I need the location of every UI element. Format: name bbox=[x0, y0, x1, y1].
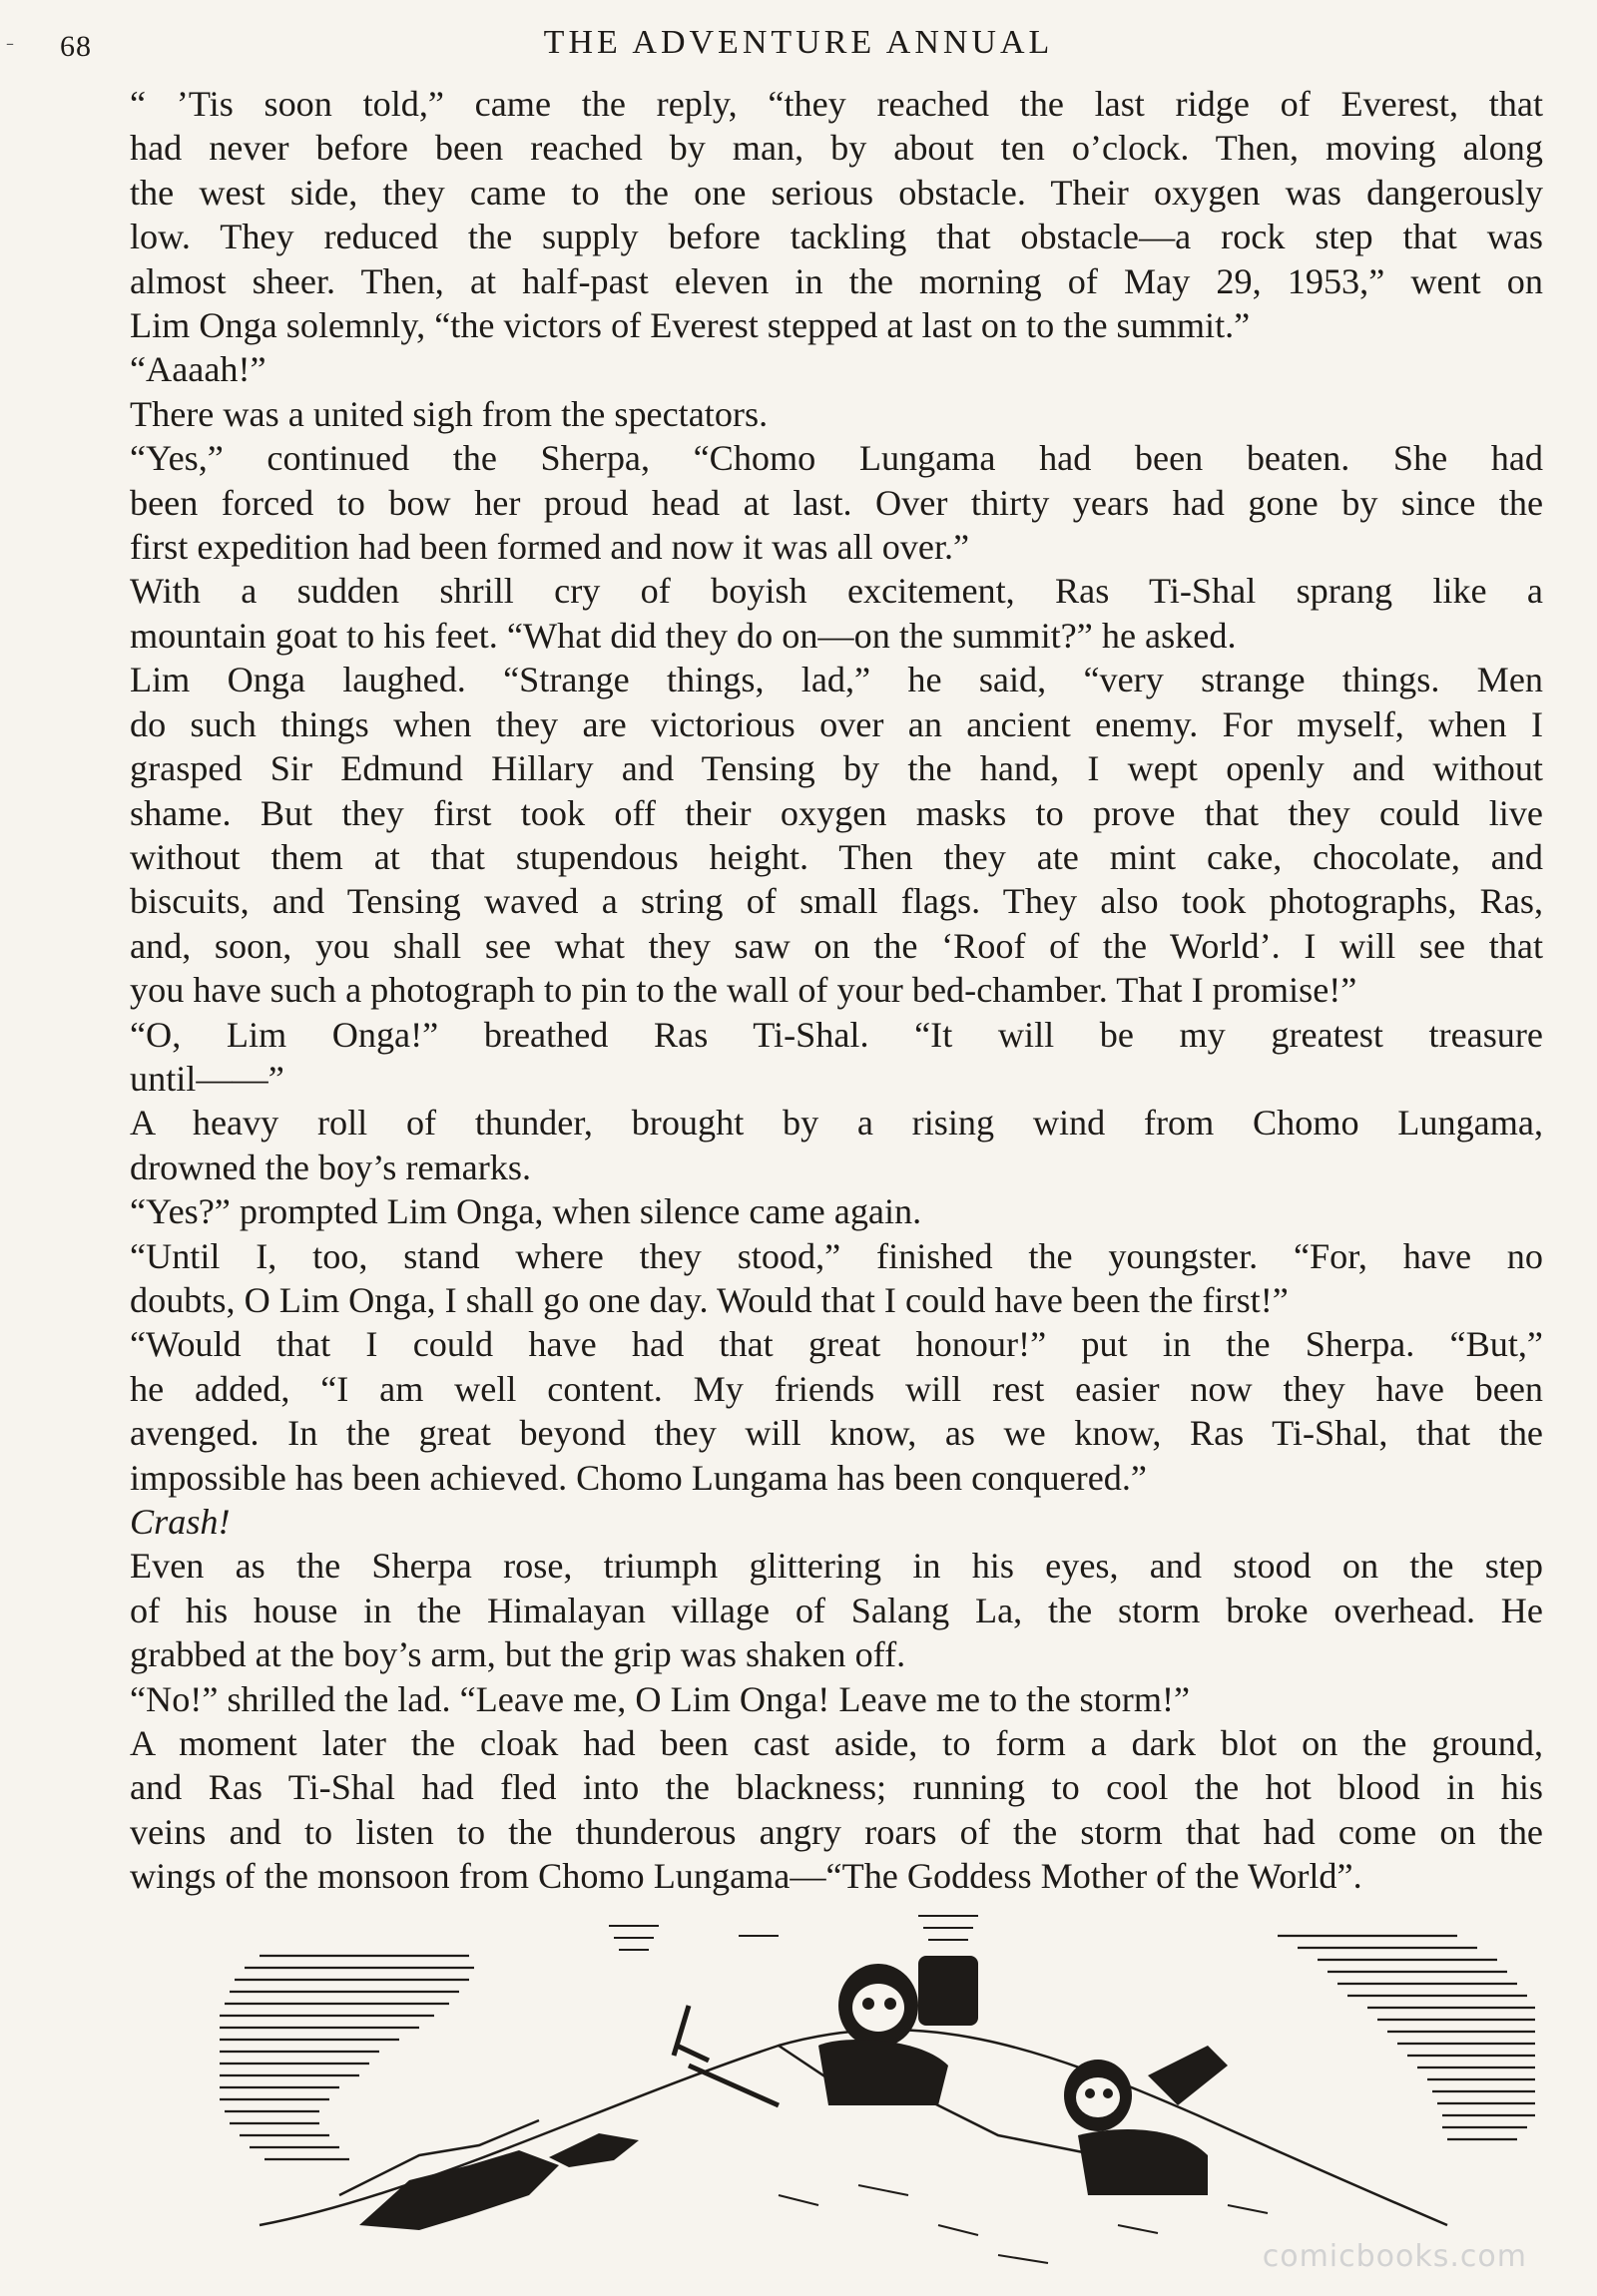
text-line: doubts, O Lim Onga, I shall go one day. Would that I could have been the first!” bbox=[130, 1279, 1289, 1320]
text-line: A heavy roll of thunder, brought by a rising wind from Chomo Lungama, bbox=[130, 1103, 1543, 1144]
paragraph bbox=[66, 1544, 1543, 1676]
paragraph bbox=[66, 1013, 1543, 1102]
paragraph bbox=[66, 1500, 1543, 1544]
watermark: comicbooks.com bbox=[1262, 2239, 1527, 2274]
sky-hatching-left bbox=[220, 1956, 474, 2159]
text-line: “Until I, too, stand where they stood,” finished the youngster. “For, have no bbox=[130, 1235, 1543, 1276]
text-line: do such things when they are victorious over an ancient enemy. For myself, when I bbox=[130, 703, 1543, 744]
paragraph bbox=[66, 1189, 1543, 1233]
text-line: he added, “I am well content. My friends will rest easier now they have been bbox=[130, 1368, 1543, 1409]
text-line: Lim Onga laughed. “Strange things, lad,” he said, “very strange things. Men bbox=[130, 660, 1543, 700]
paragraph bbox=[66, 1322, 1543, 1500]
climber-one bbox=[818, 1956, 978, 2105]
rock-outcrop bbox=[359, 2133, 639, 2230]
text-line: grabbed at the boy’s arm, but the grip was shaken off. bbox=[130, 1634, 906, 1675]
text-line: Lim Onga solemnly, “the victors of Everest stepped at last on to the summit.” bbox=[130, 305, 1251, 346]
sky-hatching-top bbox=[609, 1916, 978, 1950]
text-line: With a sudden shrill cry of boyish excitement, Ras Ti-Shal sprang like a bbox=[130, 571, 1543, 612]
text-line: Even as the Sherpa rose, triumph glittering in his eyes, and stood on the step bbox=[130, 1546, 1543, 1587]
text-line: of his house in the Himalayan village of Salang La, the storm broke overhead. He bbox=[130, 1590, 1543, 1630]
paragraph bbox=[66, 1101, 1543, 1189]
text-line: you have such a photograph to pin to the wall of your bed-chamber. That I promise!” bbox=[130, 970, 1357, 1011]
text-line: almost sheer. Then, at half-past eleven in the morning of May 29, 1953,” went on bbox=[130, 260, 1543, 301]
text-line: been forced to bow her proud head at last. Over thirty years had gone by since the bbox=[130, 482, 1543, 523]
paragraph bbox=[66, 1677, 1543, 1721]
text-line: “Would that I could have had that great honour!” put in the Sherpa. “But,” bbox=[130, 1324, 1543, 1365]
text-line: A moment later the cloak had been cast aside, to form a dark blot on the ground, bbox=[130, 1723, 1543, 1764]
text-line: “Yes,” continued the Sherpa, “Chomo Lungama had been beaten. She had bbox=[130, 438, 1543, 479]
text-line: shame. But they first took off their oxygen masks to prove that they could live bbox=[130, 792, 1543, 833]
text-line: and Ras Ti-Shal had fled into the blackness; running to cool the hot blood in his bbox=[130, 1767, 1543, 1808]
running-head: THE ADVENTURE ANNUAL bbox=[543, 24, 1054, 61]
text-line: avenged. In the great beyond they will know, as we know, Ras Ti-Shal, that the bbox=[130, 1413, 1543, 1454]
text-line: veins and to listen to the thunderous angry roars of the storm that had come on the bbox=[130, 1811, 1543, 1852]
text-line: There was a united sigh from the spectators. bbox=[130, 393, 769, 434]
margin-dash: – bbox=[6, 34, 14, 53]
text-line: “O, Lim Onga!” breathed Ras Ti-Shal. “It will be my greatest treasure bbox=[130, 1014, 1543, 1055]
story-text bbox=[66, 82, 1543, 1899]
text-line: first expedition had been formed and now it was all over.” bbox=[130, 527, 970, 568]
paragraph bbox=[66, 658, 1543, 1012]
paragraph bbox=[66, 82, 1543, 347]
text-line: had never before been reached by man, by about ten o’clock. Then, moving along bbox=[130, 128, 1543, 169]
text-line: wings of the monsoon from Chomo Lungama—“The Goddess Mother of the World”. bbox=[130, 1856, 1362, 1897]
climber-two bbox=[1064, 2046, 1228, 2195]
text-line: until——” bbox=[130, 1058, 284, 1099]
ice-axe-icon bbox=[674, 2006, 779, 2105]
sky-hatching-right bbox=[1278, 1936, 1535, 2139]
text-line: mountain goat to his feet. “What did they do on—on the summit?” he asked. bbox=[130, 615, 1237, 656]
text-line: drowned the boy’s remarks. bbox=[130, 1147, 531, 1187]
text-line: the west side, they came to the one serious obstacle. Their oxygen was dangerously bbox=[130, 172, 1543, 213]
text-line: without them at that stupendous height. Then they ate mint cake, chocolate, and bbox=[130, 836, 1543, 877]
text-line: Crash! bbox=[130, 1502, 231, 1542]
paragraph bbox=[66, 392, 1543, 436]
snow-scratches bbox=[779, 2185, 1268, 2263]
mountain-climbers-illustration bbox=[220, 1896, 1537, 2275]
paragraph bbox=[66, 436, 1543, 569]
paragraph bbox=[66, 569, 1543, 658]
paragraph bbox=[66, 1721, 1543, 1899]
paragraph bbox=[66, 1234, 1543, 1323]
text-line: grasped Sir Edmund Hillary and Tensing by the hand, I wept openly and without bbox=[130, 748, 1543, 789]
text-line: impossible has been achieved. Chomo Lungama has been conquered.” bbox=[130, 1457, 1147, 1498]
text-line: “Aaaah!” bbox=[130, 349, 266, 390]
text-line: “ ’Tis soon told,” came the reply, “they reached the last ridge of Everest, that bbox=[130, 84, 1543, 124]
text-line: biscuits, and Tensing waved a string of small flags. They also took photographs, Ras, bbox=[130, 881, 1543, 922]
text-line: low. They reduced the supply before tackling that obstacle—a rock step that was bbox=[130, 217, 1543, 257]
page-number: 68 bbox=[60, 30, 92, 63]
text-line: “No!” shrilled the lad. “Leave me, O Lim Onga! Leave me to the storm!” bbox=[130, 1678, 1191, 1719]
paragraph bbox=[66, 347, 1543, 391]
text-line: “Yes?” prompted Lim Onga, when silence came again. bbox=[130, 1191, 922, 1232]
text-line: and, soon, you shall see what they saw on the ‘Roof of the World’. I will see that bbox=[130, 925, 1543, 966]
